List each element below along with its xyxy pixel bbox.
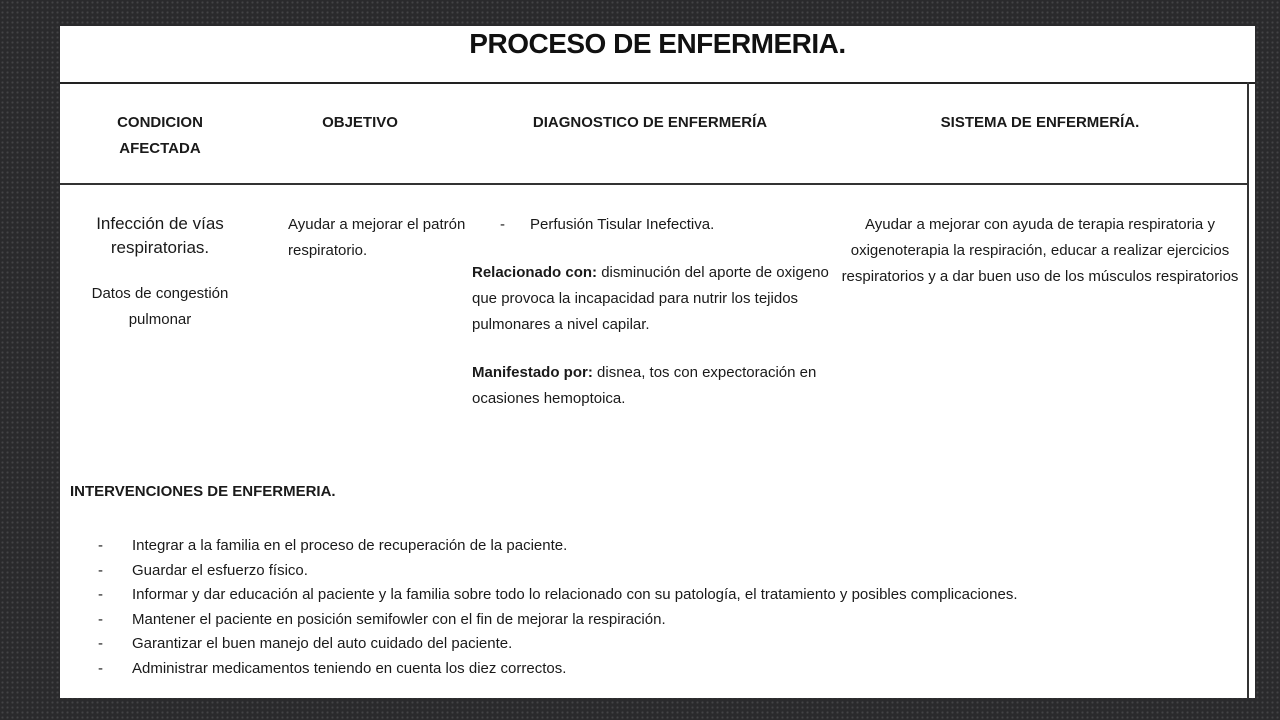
list-dash: - (98, 561, 103, 579)
condicion-primary: Infección de vías respiratorias. (96, 214, 224, 257)
list-dash: - (98, 659, 103, 677)
diagnostico-bullet (500, 212, 830, 238)
list-item (98, 534, 1018, 559)
relacionado-text: disminución del aporte de oxigeno que provoca la incapacidad para nutrir los tejidos pulmonares a nivel capilar. (472, 264, 829, 333)
header-sistema: SISTEMA DE ENFERMERÍA. (940, 114, 1140, 131)
list-item-text: Guardar el esfuerzo físico. (132, 561, 308, 579)
manifestado-text: disnea, tos con expectoración en ocasiones hemoptoica. (472, 364, 817, 407)
header-condicion-afectada: CONDICION AFECTADA (117, 114, 203, 157)
condicion-secondary: Datos de congestión pulmonar (91, 285, 229, 328)
list-item (98, 657, 1018, 682)
relacionado-label: Relacionado con: (472, 264, 598, 281)
diagnostico-relacionado (472, 260, 832, 338)
list-item-text: Informar y dar educación al paciente y la familia sobre todo lo relacionado con su patología, el tratamiento y posibles complicaciones. (132, 586, 1018, 604)
intervenciones-list (98, 534, 1018, 682)
header-diagnostico: DIAGNOSTICO DE ENFERMERÍA (532, 114, 768, 131)
list-dash: - (98, 537, 103, 554)
list-dash: - (98, 635, 103, 653)
sistema-text: Ayudar a mejorar con ayuda de terapia respiratoria y oxigenoterapia la respiración, educar a realizar ejercicios respiratorios y a dar buen uso de los músculos respiratorios (841, 216, 1239, 285)
list-item-text: Garantizar el buen manejo del auto cuidado del paciente. (132, 635, 513, 653)
page-title: PROCESO DE ENFERMERIA. (60, 26, 1255, 84)
list-item-text: Administrar medicamentos teniendo en cuenta los diez correctos. (132, 659, 567, 677)
header-objetivo: OBJETIVO (322, 114, 398, 131)
list-item (98, 559, 1018, 584)
manifestado-label: Manifestado por: (472, 364, 593, 381)
table-header-row (60, 84, 1248, 185)
list-item-text: Integrar a la familia en el proceso de recuperación de la paciente. (132, 537, 568, 554)
list-item (98, 583, 1018, 608)
diagnostico-bullet-text: Perfusión Tisular Inefectiva. (530, 216, 715, 233)
diagnostico-manifestado (472, 360, 832, 412)
list-dash: - (98, 586, 103, 604)
list-item (98, 632, 1018, 657)
list-item-text: Mantener el paciente en posición semifowler con el fin de mejorar la respiración. (132, 610, 666, 628)
bullet-dash: - (500, 216, 505, 233)
document-sheet (60, 26, 1255, 698)
intervenciones-title: INTERVENCIONES DE ENFERMERIA. (70, 483, 336, 500)
objetivo-text: Ayudar a mejorar el patrón respiratorio. (288, 216, 466, 259)
list-dash: - (98, 610, 103, 628)
list-item (98, 608, 1018, 633)
